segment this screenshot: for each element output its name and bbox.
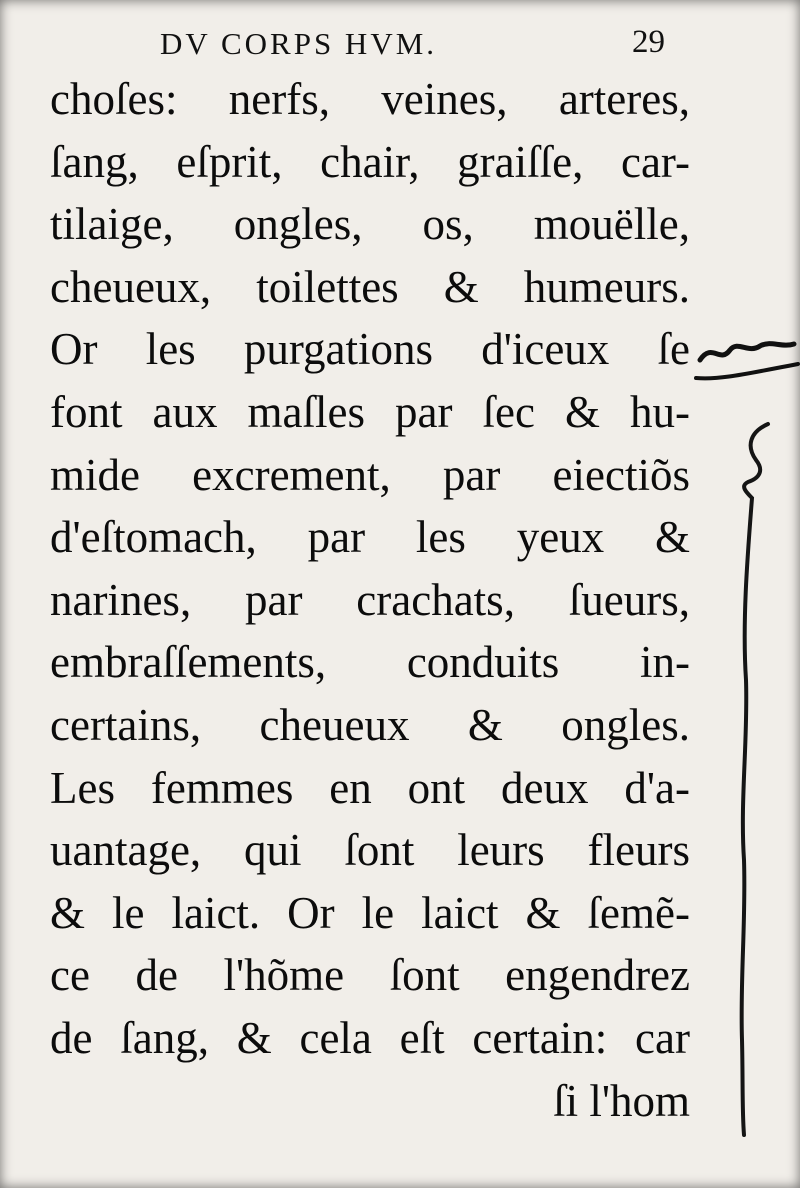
- text-line: Or les purgations d'iceux ſe: [50, 324, 690, 375]
- text-line: d'eſtomach, par les yeux &: [50, 512, 690, 563]
- body-text: [50, 68, 690, 1132]
- text-line: embraſſements, conduits in-: [50, 637, 690, 688]
- text-line: ſi l'hom: [553, 1075, 690, 1126]
- text-line: font aux maſles par ſec & hu-: [50, 386, 690, 437]
- text-line: certains, cheueux & ongles.: [50, 699, 690, 750]
- text-line: & le laict. Or le laict & ſemẽ-: [50, 887, 690, 938]
- text-line: Les femmes en ont deux d'a-: [50, 762, 690, 813]
- text-line: ce de l'hõme ſont engendrez: [50, 950, 690, 1001]
- text-line: de ſang, & cela eſt certain: car: [50, 1012, 690, 1063]
- pen-underline-stroke: [696, 364, 798, 378]
- text-line: mide excrement, par eiectiõs: [50, 449, 690, 500]
- pen-scribble-mark: [700, 344, 794, 360]
- text-line: tilaige, ongles, os, mouëlle,: [50, 199, 690, 250]
- text-line: cheueux, toilettes & humeurs.: [50, 261, 690, 312]
- page-header: [0, 22, 800, 62]
- pen-marginal-bracket: [742, 424, 768, 1135]
- text-line: uantage, qui ſont leurs fleurs: [50, 825, 690, 876]
- text-line: choſes: nerfs, veines, arteres,: [50, 74, 690, 124]
- running-head: DV CORPS HVM.: [160, 26, 438, 61]
- page-number: 29: [632, 24, 665, 60]
- text-line: ſang, eſprit, chair, graiſſe, car-: [50, 136, 690, 187]
- text-line: narines, par crachats, ſueurs,: [50, 574, 690, 625]
- handwritten-margin-marks: [690, 320, 800, 1140]
